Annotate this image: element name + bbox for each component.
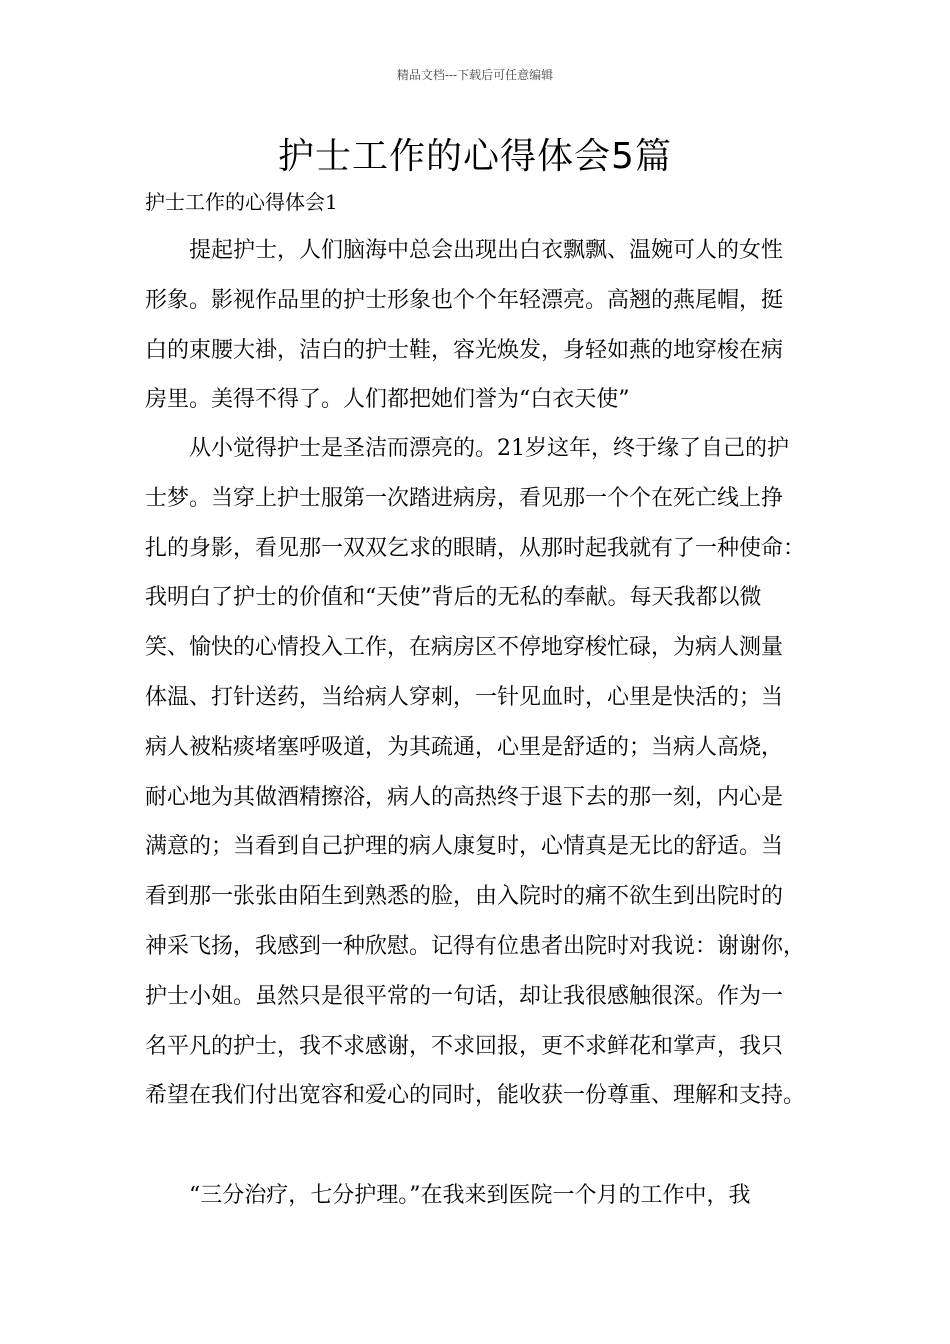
paragraph-line: 房里。美得不得了。人们都把她们誉为“白衣天使” (145, 387, 630, 413)
header-note: 精品文档---下载后可任意编辑 (396, 68, 554, 82)
paragraph-line: 耐心地为其做酒精擦浴，病人的高热终于退下去的那一刻，内心是 (145, 784, 784, 810)
paragraph-line: 体温、打针送药，当给病人穿刺，一针见血时，心里是快活的；当 (145, 684, 784, 710)
paragraph-line: 提起护士，人们脑海中总会出现出白衣飘飘、温婉可人的女性 (189, 238, 784, 263)
paragraph-line: 名平凡的护士，我不求感谢，不求回报，更不求鲜花和掌声，我只 (145, 1033, 784, 1059)
paragraph-line: 扎的身影，看见那一双双乞求的眼睛，从那时起我就有了一种使命： (145, 535, 806, 561)
paragraph-line: 护士小姐。虽然只是很平常的一句话，却让我很感触很深。作为一 (145, 983, 784, 1009)
paragraph-line: 神采飞扬，我感到一种欣慰。记得有位患者出院时对我说：谢谢你， (145, 933, 806, 959)
paragraph-line: 病人被粘痰堵塞呼吸道，为其疏通，心里是舒适的；当病人高烧， (145, 734, 784, 760)
paragraph-line: 满意的；当看到自己护理的病人康复时，心情真是无比的舒适。当 (145, 834, 784, 860)
paragraph-line: 看到那一张张由陌生到熟悉的脸，由入院时的痛不欲生到出院时的 (145, 884, 784, 910)
paragraph-line: 希望在我们付出宽容和爱心的同时，能收获一份尊重、理解和支持。 (145, 1083, 806, 1109)
section-heading: 护士工作的心得体会1 (145, 190, 338, 214)
document-title: 护士工作的心得体会5篇 (278, 136, 672, 177)
paragraph-line: 白的束腰大褂，洁白的护士鞋，容光焕发，身轻如燕的地穿梭在病 (145, 337, 784, 363)
paragraph-line: 士梦。当穿上护士服第一次踏进病房，看见那一个个在死亡线上挣 (145, 485, 784, 511)
paragraph-line: 笑、愉快的心情投入工作，在病房区不停地穿梭忙碌，为病人测量 (145, 635, 784, 661)
paragraph-line: 从小觉得护士是圣洁而漂亮的。21岁这年，终于缘了自己的护 (189, 436, 789, 461)
paragraph-2 (145, 424, 825, 1121)
paragraph-1 (145, 226, 825, 425)
paragraph-line: “三分治疗，七分护理。”在我来到医院一个月的工作中，我 (189, 1183, 751, 1208)
paragraph-line: 形象。影视作品里的护士形象也个个年轻漂亮。高翘的燕尾帽，挺 (145, 287, 784, 313)
paragraph-3 (145, 1171, 825, 1221)
paragraph-line: 我明白了护士的价值和“天使”背后的无私的奉献。每天我都以微 (145, 585, 762, 611)
